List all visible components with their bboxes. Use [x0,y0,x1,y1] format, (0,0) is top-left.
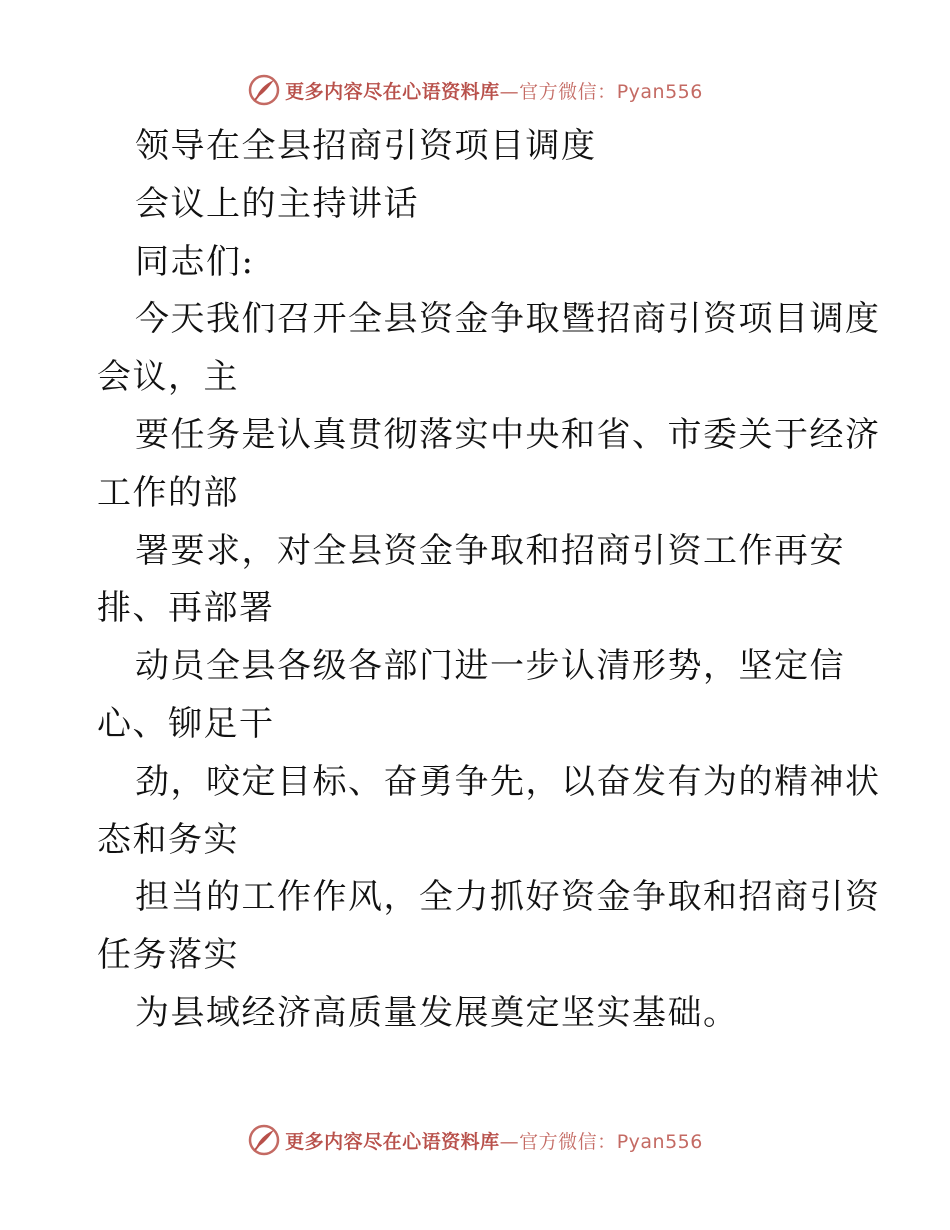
watermark-brand: 更多内容尽在心语资料库 [285,80,500,103]
watermark-separator: —官方微信： [499,80,617,103]
paragraph-line: 态和务实 [97,819,239,860]
paragraph-line: 署要求，对全县资金争取和招商引资工作再安 [135,530,845,571]
watermark-account: Pyan556 [616,80,703,103]
paragraph-line: 为县域经济高质量发展奠定坚实基础。 [135,992,739,1033]
watermark-separator: —官方微信： [499,1130,617,1153]
watermark-brand: 更多内容尽在心语资料库 [285,1130,500,1153]
document-title-line-2: 会议上的主持讲话 [135,183,419,224]
salutation: 同志们: [135,241,255,282]
paragraph-line: 动员全县各级各部门进一步认清形势，坚定信 [135,646,845,687]
document-body [97,118,881,1043]
watermark-text [285,77,703,104]
header-watermark [0,70,950,110]
paragraph-line: 任务落实 [97,935,239,976]
footer-watermark [0,1120,950,1160]
paragraph-line: 排、再部署 [97,588,275,629]
paragraph-line: 会议，主 [97,357,239,398]
watermark-text [285,1127,703,1154]
paragraph-line: 今天我们召开全县资金争取暨招商引资项目调度 [135,299,881,340]
watermark-account: Pyan556 [616,1130,703,1153]
document-title-line-1: 领导在全县招商引资项目调度 [135,126,597,166]
paragraph-line: 工作的部 [97,472,239,513]
paragraph-line: 劲，咬定目标、奋勇争先，以奋发有为的精神状 [135,761,881,802]
paragraph-line: 担当的工作作风，全力抓好资金争取和招商引资 [135,877,881,918]
paragraph-line: 心、铆足干 [97,703,275,744]
paragraph-line: 要任务是认真贯彻落实中央和省、市委关于经济 [135,414,881,455]
quill-pen-logo-icon [247,73,281,107]
quill-pen-logo-icon [247,1123,281,1157]
